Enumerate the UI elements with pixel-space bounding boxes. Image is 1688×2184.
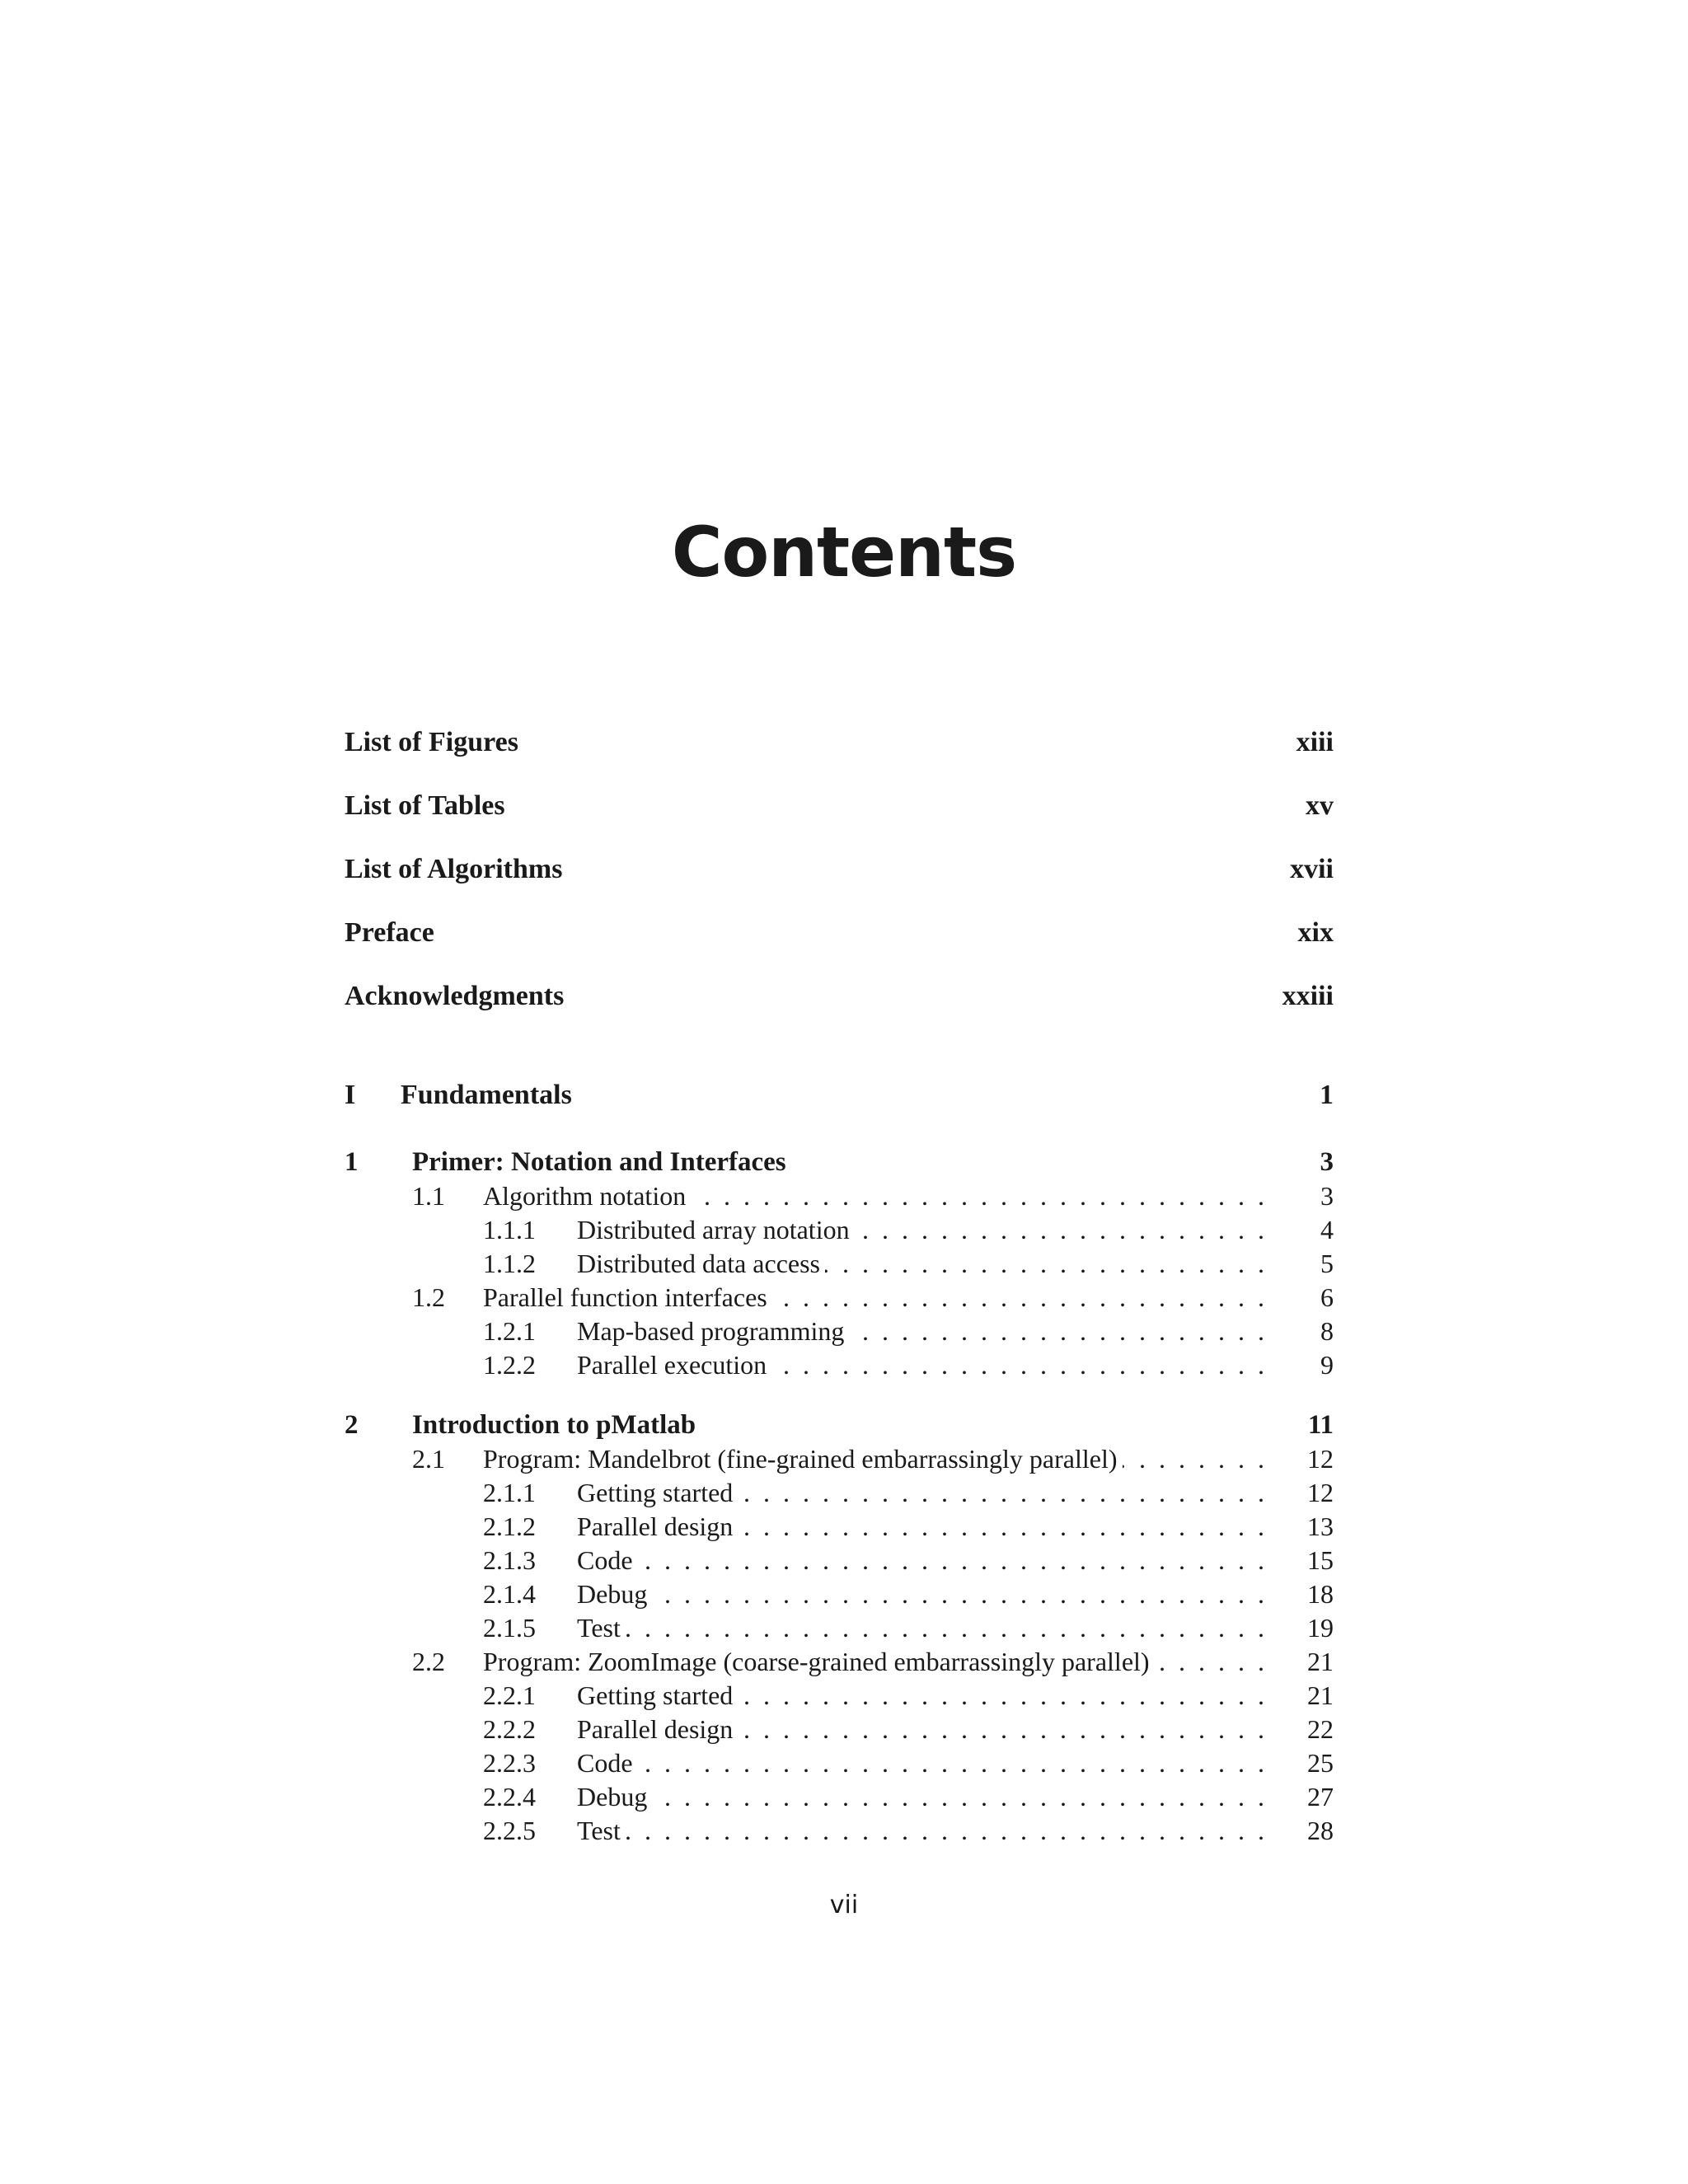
toc-entry-list-of-tables[interactable]	[345, 785, 1334, 827]
toc-chapter-title: Introduction to pMatlab	[412, 1410, 696, 1440]
toc-subsection-page: 8	[1276, 1315, 1334, 1348]
toc-subsection-number: 2.2.1	[483, 1680, 536, 1710]
toc-subsection-title: Code	[577, 1748, 638, 1778]
page-number: vii	[829, 1891, 859, 1919]
toc-subsection-page: 12	[1276, 1476, 1334, 1510]
toc-chapter-1[interactable]	[345, 1146, 1334, 1179]
toc-section-title: Program: ZoomImage (coarse-grained embarrassingly parallel)	[483, 1647, 1155, 1676]
toc-subsection-number: 2.1.5	[483, 1613, 536, 1643]
toc-subsection-page: 25	[1276, 1746, 1334, 1780]
toc-subsection[interactable]	[345, 1476, 1334, 1510]
toc-subsection-page: 21	[1276, 1679, 1334, 1713]
toc-subsection-number: 2.1.2	[483, 1511, 536, 1541]
toc-entry-label: List of Tables	[345, 790, 505, 821]
toc-section-page: 12	[1276, 1442, 1334, 1476]
toc-chapter-2[interactable]	[345, 1408, 1334, 1442]
toc-chapter-page: 11	[1307, 1410, 1334, 1440]
toc-subsection-title: Map-based programming	[577, 1316, 849, 1346]
toc-section-page: 6	[1276, 1281, 1334, 1315]
toc-entry-page: xxiii	[1282, 981, 1334, 1011]
toc-chapter-number: 1	[345, 1147, 359, 1177]
page-title: Contents	[671, 512, 1017, 593]
toc-subsection[interactable]	[345, 1247, 1334, 1281]
toc-subsection-number: 2.2.5	[483, 1816, 536, 1845]
toc-section[interactable]	[345, 1281, 1334, 1315]
toc-subsection[interactable]	[345, 1213, 1334, 1247]
toc-entry-label: List of Figures	[345, 727, 518, 757]
toc-chapter-title: Primer: Notation and Interfaces	[412, 1147, 786, 1177]
toc-subsection-number: 2.2.4	[483, 1782, 536, 1811]
toc-subsection-title: Parallel design	[577, 1511, 738, 1541]
toc-entry-list-of-algorithms[interactable]	[345, 849, 1334, 890]
toc-part-page: 1	[1320, 1080, 1334, 1110]
toc-part-fundamentals[interactable]	[345, 1075, 1334, 1116]
toc-subsection[interactable]	[345, 1746, 1334, 1780]
toc-subsection-number: 1.1.2	[483, 1249, 536, 1278]
toc-section-title: Algorithm notation	[483, 1181, 691, 1211]
toc-subsection-title: Debug	[577, 1782, 652, 1811]
toc-entry-label: List of Algorithms	[345, 854, 563, 884]
toc-subsection-number: 2.1.1	[483, 1478, 536, 1507]
toc-section-number: 1.1	[412, 1181, 445, 1211]
toc-subsection-page: 19	[1276, 1611, 1334, 1645]
toc-section-number: 2.2	[412, 1647, 445, 1676]
toc-subsection-number: 1.2.1	[483, 1316, 536, 1346]
toc-part-title: Fundamentals	[401, 1080, 572, 1110]
toc-section[interactable]	[345, 1442, 1334, 1476]
toc-entry-page: xv	[1306, 790, 1334, 821]
toc-subsection[interactable]	[345, 1713, 1334, 1746]
toc-section[interactable]	[345, 1645, 1334, 1679]
toc-chapter-number: 2	[345, 1410, 359, 1440]
toc-subsection[interactable]	[345, 1348, 1334, 1382]
toc-entry-label: Preface	[345, 917, 434, 948]
toc-subsection-page: 13	[1276, 1510, 1334, 1544]
toc-subsection-title: Test	[577, 1613, 626, 1643]
toc-subsection-title: Parallel execution	[577, 1350, 771, 1380]
toc-subsection-page: 9	[1276, 1348, 1334, 1382]
toc-subsection-title: Getting started	[577, 1680, 738, 1710]
toc-subsection-title: Getting started	[577, 1478, 738, 1507]
toc-subsection-page: 22	[1276, 1713, 1334, 1746]
toc-section-page: 3	[1276, 1179, 1334, 1213]
toc-chapter-page: 3	[1320, 1147, 1334, 1177]
toc-subsection-title: Distributed data access	[577, 1249, 825, 1278]
toc-subsection-title: Distributed array notation	[577, 1215, 855, 1244]
toc-subsection-number: 1.2.2	[483, 1350, 536, 1380]
toc-section-title: Program: Mandelbrot (fine-grained embarrassingly parallel)	[483, 1444, 1123, 1474]
toc-section[interactable]	[345, 1179, 1334, 1213]
toc-subsection-title: Debug	[577, 1579, 652, 1609]
toc-subsection-number: 1.1.1	[483, 1215, 536, 1244]
toc-entry-page: xvii	[1290, 854, 1334, 884]
toc-section-number: 1.2	[412, 1282, 445, 1312]
toc-subsection-page: 5	[1276, 1247, 1334, 1281]
toc-subsection-title: Test	[577, 1816, 626, 1845]
toc-subsection-page: 4	[1276, 1213, 1334, 1247]
toc-subsection[interactable]	[345, 1814, 1334, 1848]
toc-subsection-number: 2.2.2	[483, 1714, 536, 1744]
toc-entry-preface[interactable]	[345, 912, 1334, 954]
toc-entry-page: xiii	[1296, 727, 1334, 757]
toc-section-page: 21	[1276, 1645, 1334, 1679]
toc-entry-acknowledgments[interactable]	[345, 976, 1334, 1017]
toc-part-number: I	[345, 1080, 356, 1110]
toc-section-title: Parallel function interfaces	[483, 1282, 772, 1312]
toc-subsection-title: Parallel design	[577, 1714, 738, 1744]
toc-entry-label: Acknowledgments	[345, 981, 565, 1011]
toc-subsection[interactable]	[345, 1679, 1334, 1713]
toc-subsection-page: 27	[1276, 1780, 1334, 1814]
toc-subsection[interactable]	[345, 1611, 1334, 1645]
toc-entry-page: xix	[1297, 917, 1334, 948]
toc-subsection-page: 15	[1276, 1544, 1334, 1577]
toc-subsection[interactable]	[345, 1315, 1334, 1348]
toc-section-number: 2.1	[412, 1444, 445, 1474]
toc-subsection-number: 2.2.3	[483, 1748, 536, 1778]
toc-subsection[interactable]	[345, 1510, 1334, 1544]
toc-subsection[interactable]	[345, 1544, 1334, 1577]
toc-subsection-number: 2.1.4	[483, 1579, 536, 1609]
toc-subsection[interactable]	[345, 1577, 1334, 1611]
toc-entry-list-of-figures[interactable]	[345, 722, 1334, 763]
toc-subsection[interactable]	[345, 1780, 1334, 1814]
toc-subsection-number: 2.1.3	[483, 1545, 536, 1575]
toc-subsection-page: 18	[1276, 1577, 1334, 1611]
toc-subsection-page: 28	[1276, 1814, 1334, 1848]
toc-subsection-title: Code	[577, 1545, 638, 1575]
